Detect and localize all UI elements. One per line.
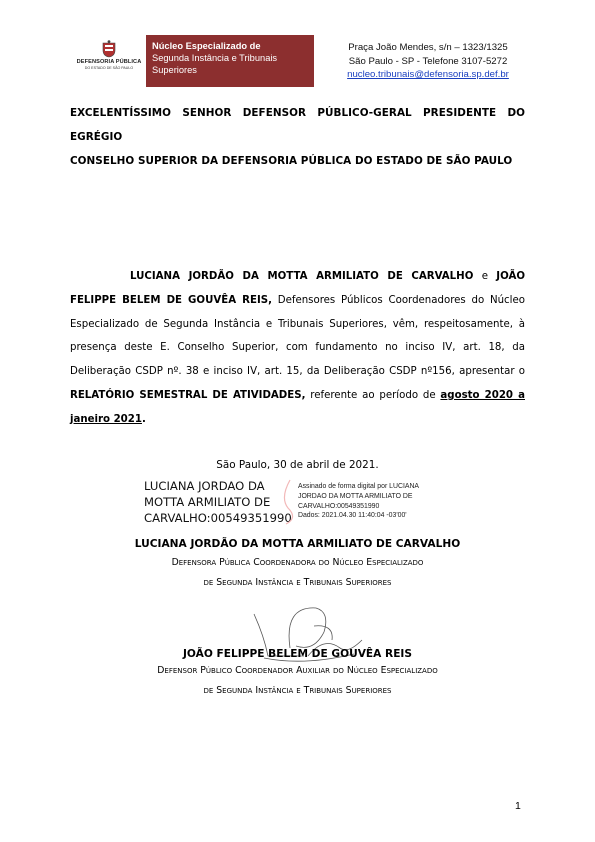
coat-of-arms-icon — [101, 40, 117, 58]
signer-1-name: LUCIANA JORDÃO DA MOTTA ARMILIATO DE CARVALHO — [134, 538, 461, 550]
band-line-1: Núcleo Especializado de — [152, 41, 261, 51]
contact-email-link[interactable]: nucleo.tribunais@defensoria.sp.def.br — [347, 69, 509, 80]
logo-subtext: DO ESTADO DE SÃO PAULO — [84, 66, 134, 70]
digital-signature-info — [298, 482, 448, 521]
contact-address: Praça João Mendes, s/n – 1323/1325 — [348, 42, 508, 53]
nucleus-title-band — [146, 35, 314, 87]
addressee-line-2: CONSELHO SUPERIOR DA DEFENSORIA PÚBLICA DO ESTADO DE SÃO PAULO — [70, 155, 513, 167]
body-text-2: referente ao período de — [305, 389, 441, 401]
dsig-info-line-4: Dados: 2021.04.30 11:40:04 -03'00' — [298, 512, 407, 520]
dsig-info-line-1: Assinado de forma digital por LUCIANA — [298, 483, 420, 490]
addressee-heading — [70, 101, 525, 173]
signer-1-role-2: de Segunda Instância e Tribunais Superiores — [203, 577, 392, 588]
conjunction: e — [473, 271, 497, 282]
signer-2-role-2: de Segunda Instância e Tribunais Superiores — [203, 685, 392, 696]
dsig-name-line-1: LUCIANA JORDAO DA — [144, 479, 265, 493]
signer-2-block — [0, 648, 595, 701]
page-number: 1 — [515, 800, 521, 812]
signer-1-block — [0, 538, 595, 593]
addressee-line-1: EXCELENTÍSSIMO SENHOR DEFENSOR PÚBLICO-GERAL PRESIDENTE DO EGRÉGIO — [70, 107, 525, 143]
report-title: RELATÓRIO SEMESTRAL DE ATIVIDADES, — [70, 389, 306, 401]
petitioner-name-2: JOÃO FELIPPE BELEM DE GOUVÊA REIS, — [70, 271, 526, 306]
logo-text: DEFENSORIA PÚBLICA — [76, 59, 142, 65]
defensoria-logo — [74, 40, 144, 76]
body-end: . — [141, 413, 146, 425]
petitioner-name-1: LUCIANA JORDÃO DA MOTTA ARMILIATO DE CARVALHO — [130, 271, 474, 282]
contact-phone: São Paulo - SP - Telefone 3107-5272 — [348, 55, 508, 67]
signer-1-role-1: Defensora Pública Coordenadora do Núcleo Especializado — [171, 557, 424, 568]
band-line-3: Superiores — [152, 65, 197, 75]
band-line-2: Segunda Instância e Tribunais — [152, 53, 278, 63]
dsig-info-line-2: JORDAO DA MOTTA ARMILIATO DE — [298, 492, 413, 500]
contact-block — [325, 41, 531, 82]
signer-2-role-1: Defensor Público Coordenador Auxiliar do Núcleo Especializado — [157, 665, 438, 676]
date-line: São Paulo, 30 de abril de 2021. — [216, 459, 379, 471]
dsig-name-line-3: CARVALHO:00549351990 — [144, 511, 292, 525]
report-period: agosto 2020 a janeiro 2021 — [70, 389, 525, 425]
signer-2-name: JOÃO FELIPPE BELEM DE GOUVÊA REIS — [182, 648, 412, 660]
body-paragraph — [70, 265, 525, 432]
dsig-name-line-2: MOTTA ARMILIATO DE — [144, 495, 271, 509]
digital-signature-name — [144, 478, 294, 526]
body-text-1: Defensores Públicos Coordenadores do Núcleo Especializado de Segunda Instância e Tribunais Superiores, vêm, respeitosamente, à presença deste E. Conselho Superior, com fundamento no inciso IV, art. 18, da Deliberação CSDP nº. 38 e inciso IV, art. 15, da Deliberação CSDP nº156, apresentar o — [70, 294, 525, 378]
dsig-info-line-3: CARVALHO:00549351990 — [298, 502, 380, 510]
